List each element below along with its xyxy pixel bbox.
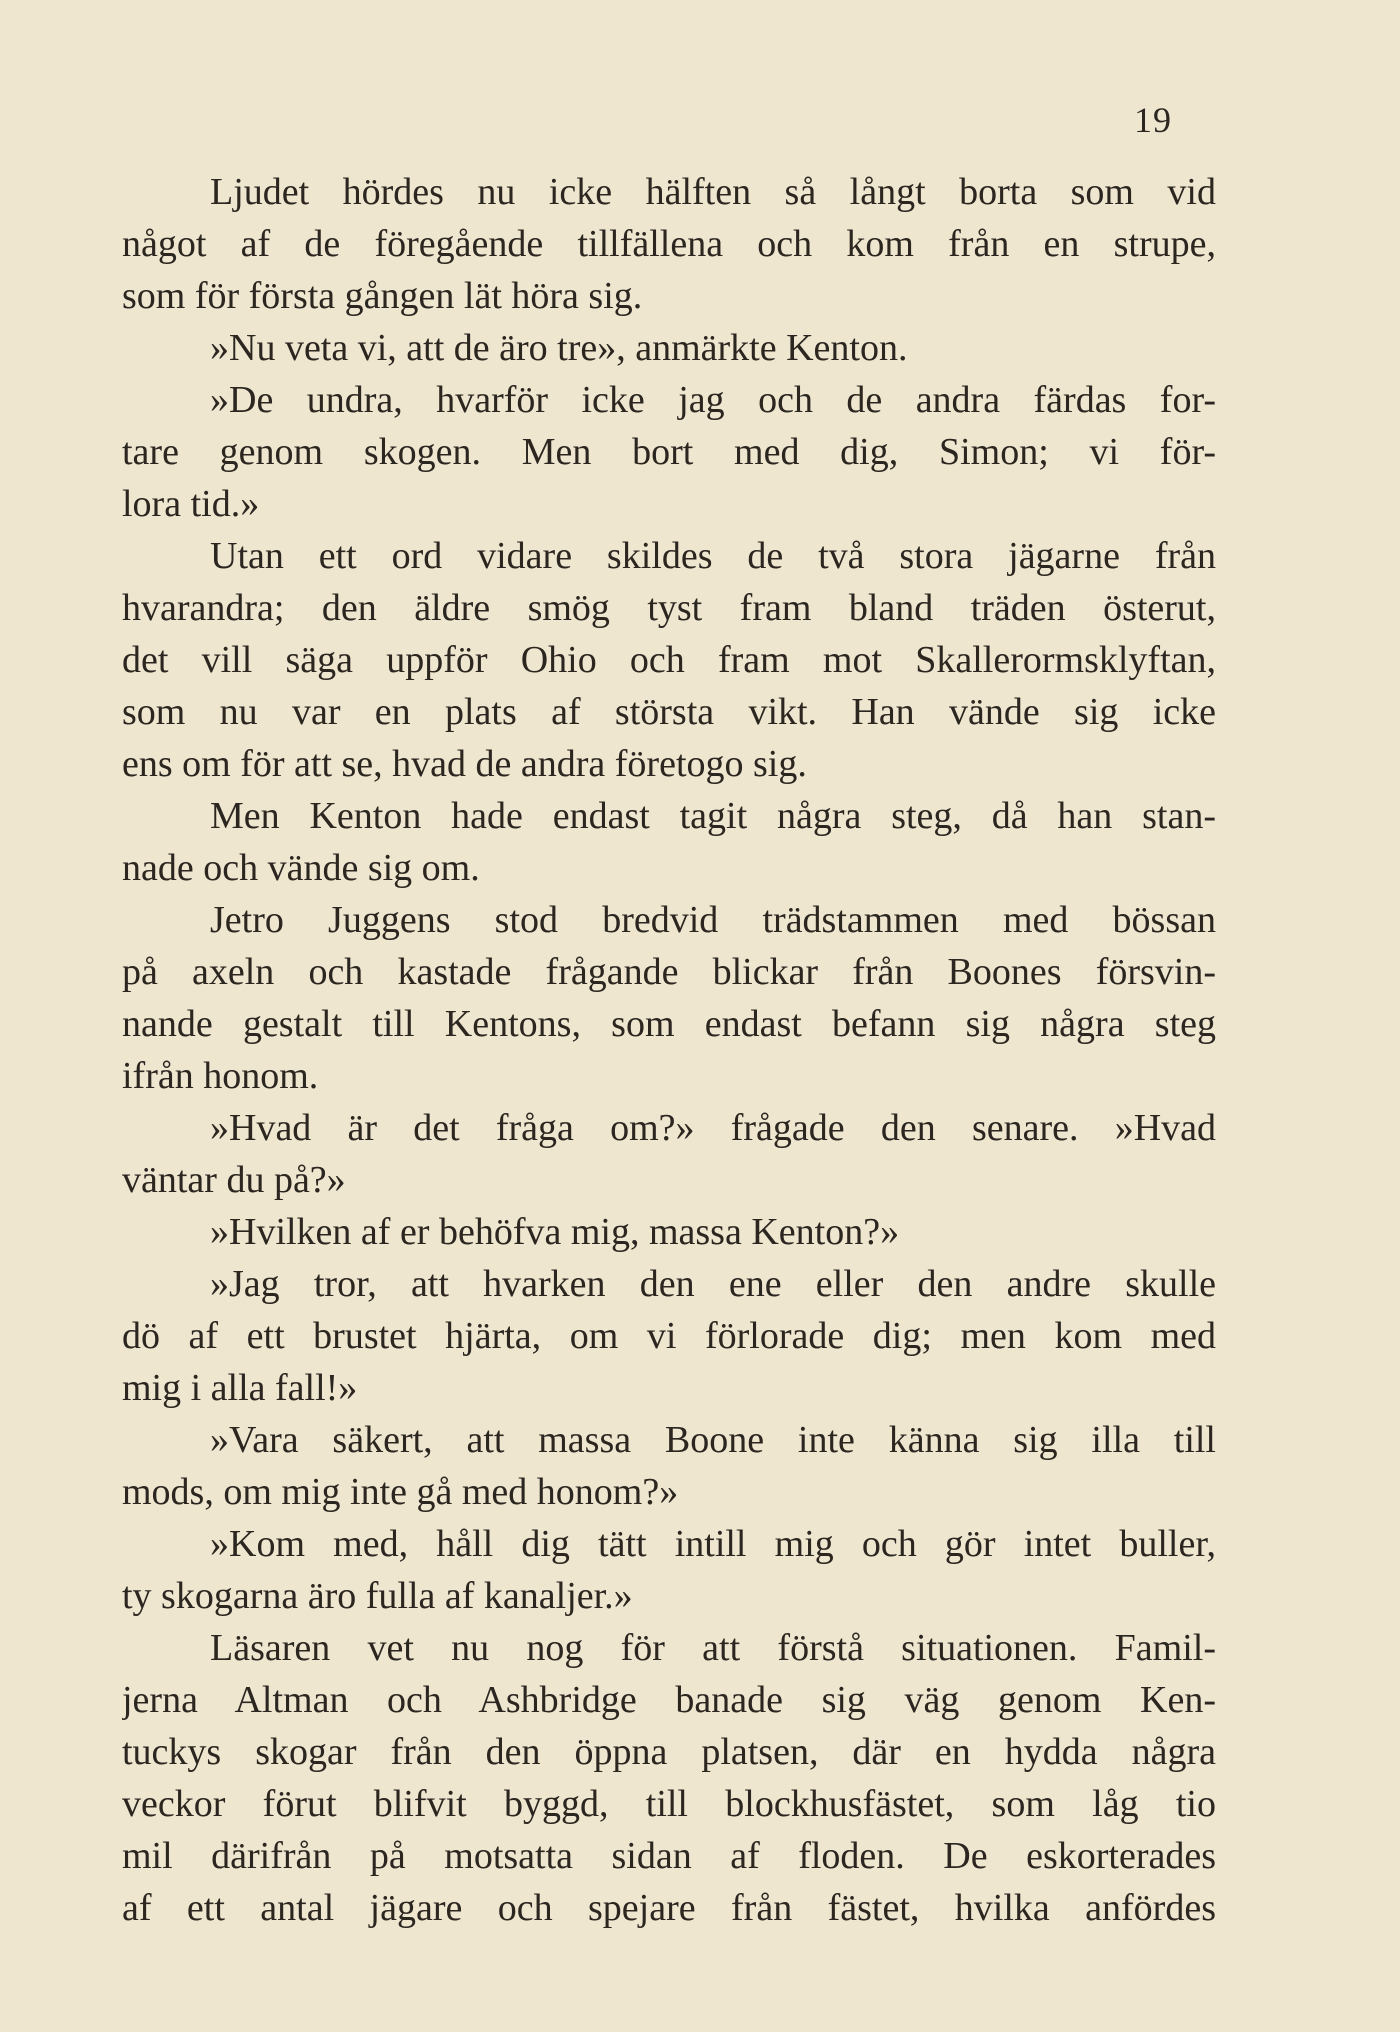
- text-line: nande gestalt till Kentons, som endast befann sig några steg: [122, 1003, 1216, 1045]
- text-line: något af de föregående tillfällena och kom från en strupe,: [122, 223, 1216, 265]
- text-line: hvarandra; den äldre smög tyst fram bland träden österut,: [122, 587, 1216, 629]
- text-line: tare genom skogen. Men bort med dig, Simon; vi för-: [122, 431, 1216, 473]
- text-line: veckor förut blifvit byggd, till blockhusfästet, som låg tio: [122, 1783, 1216, 1825]
- text-line: mig i alla fall!»: [122, 1367, 358, 1409]
- text-line: tuckys skogar från den öppna platsen, där en hydda några: [122, 1731, 1216, 1773]
- text-line: på axeln och kastade frågande blickar från Boones försvin-: [122, 951, 1216, 993]
- text-line: »Hvilken af er behöfva mig, massa Kenton?»: [210, 1211, 900, 1253]
- text-line: ens om för att se, hvad de andra företogo sig.: [122, 743, 807, 785]
- text-line: »Vara säkert, att massa Boone inte känna sig illa till: [210, 1419, 1216, 1461]
- text-line: väntar du på?»: [122, 1159, 346, 1201]
- text-line: af ett antal jägare och spejare från fästet, hvilka anfördes: [122, 1887, 1216, 1929]
- text-line: ifrån honom.: [122, 1055, 319, 1097]
- text-line: Ljudet hördes nu icke hälften så långt borta som vid: [210, 171, 1216, 213]
- text-line: Jetro Juggens stod bredvid trädstammen med bössan: [210, 899, 1216, 941]
- text-line: som nu var en plats af största vikt. Han vände sig icke: [122, 691, 1216, 733]
- text-line: Läsaren vet nu nog för att förstå situationen. Famil-: [210, 1627, 1216, 1669]
- text-line: »Hvad är det fråga om?» frågade den senare. »Hvad: [210, 1107, 1216, 1149]
- text-line: »Kom med, håll dig tätt intill mig och gör intet buller,: [210, 1523, 1216, 1565]
- text-line: »De undra, hvarför icke jag och de andra färdas for-: [210, 379, 1216, 421]
- text-line: mods, om mig inte gå med honom?»: [122, 1471, 679, 1513]
- text-line: mil därifrån på motsatta sidan af floden. De eskorterades: [122, 1835, 1216, 1877]
- text-line: det vill säga uppför Ohio och fram mot Skallerormsklyftan,: [122, 639, 1216, 681]
- body-text: [122, 166, 1216, 1934]
- page-number: 19: [1134, 100, 1172, 140]
- text-line: »Nu veta vi, att de äro tre», anmärkte Kenton.: [210, 327, 908, 369]
- text-line: jerna Altman och Ashbridge banade sig väg genom Ken-: [122, 1679, 1216, 1721]
- text-line: ty skogarna äro fulla af kanaljer.»: [122, 1575, 633, 1617]
- text-line: Utan ett ord vidare skildes de två stora jägarne från: [210, 535, 1216, 577]
- text-line: Men Kenton hade endast tagit några steg, då han stan-: [210, 795, 1216, 837]
- text-line: som för första gången lät höra sig.: [122, 275, 643, 317]
- text-line: »Jag tror, att hvarken den ene eller den andre skulle: [210, 1263, 1216, 1305]
- text-line: nade och vände sig om.: [122, 847, 480, 889]
- text-line: lora tid.»: [122, 483, 260, 525]
- text-line: dö af ett brustet hjärta, om vi förlorade dig; men kom med: [122, 1315, 1216, 1357]
